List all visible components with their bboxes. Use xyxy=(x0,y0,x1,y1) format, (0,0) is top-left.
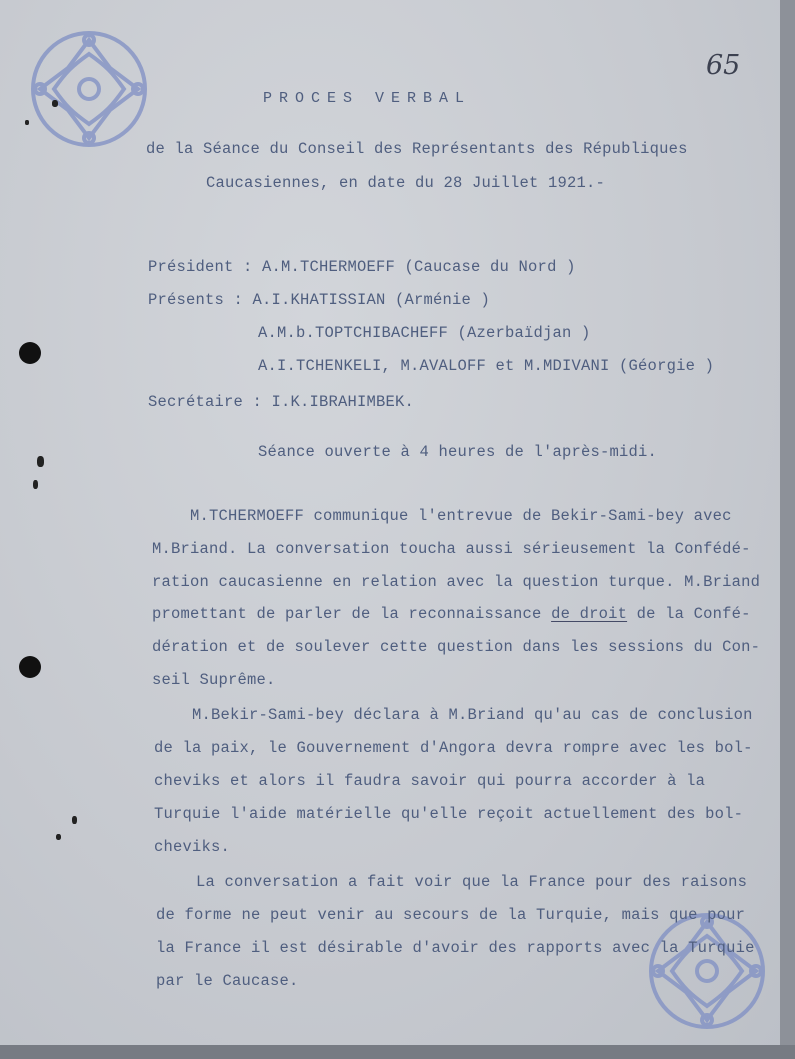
ink-speck xyxy=(25,120,29,125)
secretary-line: Secrétaire : I.K.IBRAHIMBEK. xyxy=(148,393,415,411)
page-number: 65 xyxy=(706,50,741,81)
paragraph-1-line: seil Suprême. xyxy=(152,671,276,689)
ink-speck xyxy=(52,100,58,107)
president-line: Président : A.M.TCHERMOEFF (Caucase du Nord ) xyxy=(148,258,576,276)
paragraph-3-line: par le Caucase. xyxy=(156,972,299,990)
presents-line-2: A.M.b.TOPTCHIBACHEFF (Azerbaïdjan ) xyxy=(258,324,591,342)
page-edge xyxy=(780,0,795,1059)
text-run: de la Confé- xyxy=(627,605,751,623)
scan-bottom-edge xyxy=(0,1045,795,1059)
subtitle-line-1: de la Séance du Conseil des Représentants des Républiques xyxy=(146,140,688,158)
paragraph-1-line xyxy=(152,605,751,623)
subtitle-line-2: Caucasiennes, en date du 28 Juillet 1921.- xyxy=(206,174,606,192)
session-opening: Séance ouverte à 4 heures de l'après-midi. xyxy=(258,443,658,461)
ink-speck xyxy=(37,456,44,467)
paragraph-1-line: dération et de soulever cette question dans les sessions du Con- xyxy=(152,638,761,656)
text-run: promettant de parler de la reconnaissance xyxy=(152,605,552,623)
paragraph-1-line: ration caucasienne en relation avec la question turque. M.Briand xyxy=(152,573,761,591)
paragraph-2-line: de la paix, le Gouvernement d'Angora devra rompre avec les bol- xyxy=(154,739,753,757)
archive-seal-icon xyxy=(644,908,770,1034)
paragraph-1-line: M.Briand. La conversation toucha aussi sérieusement la Confédé- xyxy=(152,540,751,558)
punch-hole xyxy=(19,342,41,364)
ink-speck xyxy=(72,816,77,824)
presents-line-3: A.I.TCHENKELI, M.AVALOFF et M.MDIVANI (Géorgie ) xyxy=(258,357,715,375)
underlined-phrase: de droit xyxy=(551,605,628,623)
archive-seal-icon xyxy=(26,26,152,152)
paragraph-3-line: la France il est désirable d'avoir des rapports avec la Turquie xyxy=(156,939,755,957)
paragraph-3-line: de forme ne peut venir au secours de la Turquie, mais que pour xyxy=(156,906,746,924)
paragraph-1-line: M.TCHERMOEFF communique l'entrevue de Bekir-Sami-bey avec xyxy=(190,507,732,525)
ink-speck xyxy=(56,834,61,840)
paragraph-2-line: M.Bekir-Sami-bey déclara à M.Briand qu'au cas de conclusion xyxy=(192,706,753,724)
ink-speck xyxy=(33,480,38,489)
page-title: PROCES VERBAL xyxy=(263,90,472,107)
paragraph-2-line: cheviks. xyxy=(154,838,231,856)
paragraph-2-line: cheviks et alors il faudra savoir qui pourra accorder à la xyxy=(154,772,706,790)
paragraph-2-line: Turquie l'aide matérielle qu'elle reçoit actuellement des bol- xyxy=(154,805,744,823)
paragraph-3-line: La conversation a fait voir que la France pour des raisons xyxy=(196,873,748,891)
presents-line-1: Présents : A.I.KHATISSIAN (Arménie ) xyxy=(148,291,491,309)
punch-hole xyxy=(19,656,41,678)
